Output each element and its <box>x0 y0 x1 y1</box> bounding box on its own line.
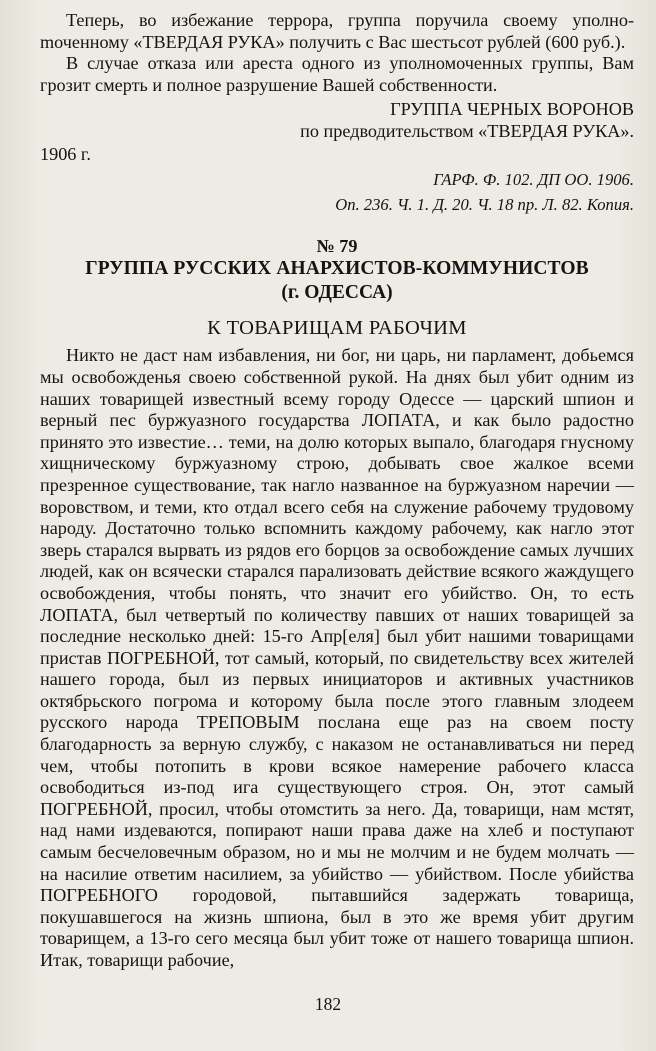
signature-group-name: ГРУППА ЧЕРНЫХ ВОРОНОВ <box>390 99 634 120</box>
document-number: № 79 <box>316 236 358 257</box>
intro-paragraph-2: В случае отказа или ареста одного из уполномоченных группы, Вам грозит смерть и полное разрушение Вашей собственности. <box>40 53 634 95</box>
archive-reference-line-2: Оп. 236. Ч. 1. Д. 20. Ч. 18 пр. Л. 82. Копия. <box>335 195 634 215</box>
organization-city: (г. ОДЕССА) <box>281 282 393 304</box>
organization-title: ГРУППА РУССКИХ АНАРХИСТОВ-КОММУНИСТОВ <box>85 258 589 280</box>
leaflet-body: Никто не даст нам избавления, ни бог, ни царь, ни парламент, добьемся мы освобожденья своею собственной рукой. На днях был убит одним из наших товарищей известный всему городу Одессе — царский шпион и верный пес буржуазного государства ЛОПАТА, и как было радостно принято это известие… теми, на долю которых выпало, благодаря гнусному хищническому буржуазному строю, добывать свое жалкое всеми презренное существование, так нагло названное на буржуазном наречии — воровством, и теми, кто отдал всего себя на служение рабочему трудовому народу. Достаточно только вспомнить каждому рабочему, как нагло этот зверь старался вырвать из рядов его борцов за освобождение самых лучших людей, как он всячески старался парализовать действие всякого жаждущего освобождения, чтобы понять, что значит его убийство. Он, то есть ЛОПАТА, был четвертый по количеству павших от наших товарищей за последние несколько дней: 15-го Апр[еля] был убит нашими товарищами пристав ПОГРЕБНОЙ, тот самый, который, по свидетельству всех жителей нашего города, был из первых инициаторов и активных участников октябрьского погрома и которому была после этого главным злодеем русского народа ТРЕПОВЫМ послана еще раз на своем посту благодарность за верную службу, с наказом не останавливаться ни перед чем, чтобы потопить в крови всякое намерение рабочего класса освободиться из-под ига существующего строя. Он, этот самый ПОГРЕБНОЙ, просил, чтобы отомстить за него. Да, товарищи, нам мстят, над нами издеваются, попирают наши права даже на хлеб и поступают самым бесчеловечным образом, но и мы не молчим и не будем молчать — на насилие ответим насилием, за убийство — убийством. После убийства ПОГРЕБНОГО городовой, пытавшийся задержать товарища, покушавшегося на жизнь шпиона, был в это же время убит другим товарищем, а 13-го сего месяца был убит тоже от нашего товарища шпион. Итак, товарищи рабочие, <box>40 345 634 970</box>
leaflet-heading: К ТОВАРИЩАМ РАБОЧИМ <box>207 317 467 340</box>
archive-reference-line-1: ГАРФ. Ф. 102. ДП ОО. 1906. <box>433 170 634 190</box>
document-date: 1906 г. <box>40 144 91 165</box>
signature-leader: по предводительством «ТВЕРДАЯ РУКА». <box>300 121 634 142</box>
intro-paragraph-1: Теперь, во избежание террора, группа поручила своему уполноmоченному «ТВЕРДАЯ РУКА» получить с Вас шестьсот рублей (600 руб.). <box>40 10 634 52</box>
page-number: 182 <box>314 994 342 1014</box>
